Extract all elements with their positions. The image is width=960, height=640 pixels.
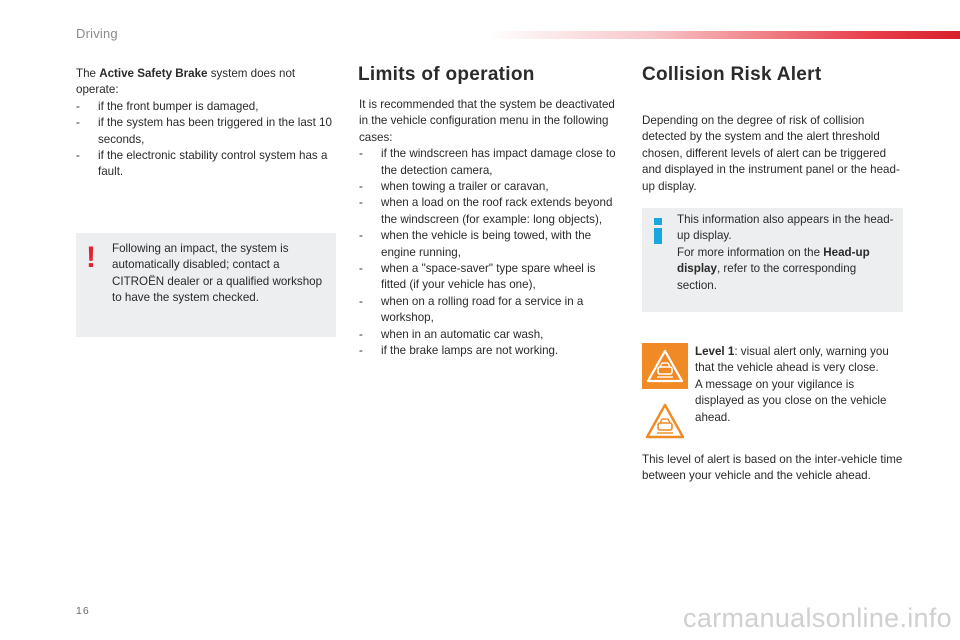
level-label: Level 1 (695, 345, 735, 358)
list-item: - when in an automatic car wash, (359, 327, 623, 343)
list-item: - if the system has been triggered in the last 10 seconds, (76, 115, 338, 148)
limits-section (359, 97, 623, 360)
list-item: - if the windscreen has impact damage close to the detection camera, (359, 146, 623, 179)
level-basis-text: This level of alert is based on the inter-vehicle time between your vehicle and the vehicle ahead. (642, 453, 903, 483)
header-accent-bar (488, 31, 960, 39)
info-text: This information also appears in the head-up display. For more information on the Head-up display, refer to the corresponding section. (677, 213, 894, 292)
section-header: Driving (76, 26, 118, 41)
list-item: - when the vehicle is being towed, with the engine running, (359, 228, 623, 261)
warning-text: Following an impact, the system is automatically disabled; contact a CITROËN dealer or a qualified workshop to have the system checked. (112, 242, 323, 305)
list-item: - if the brake lamps are not working. (359, 343, 623, 359)
collision-alert-icon (642, 343, 688, 389)
asb-term: Active Safety Brake (99, 67, 208, 80)
level-1-description: Level 1: visual alert only, warning you that the vehicle ahead is very close. A message on your vigilance is displayed as you close on the vehicle ahead. (695, 345, 889, 424)
list-item: - when a "space-saver" type spare wheel is fitted (if your vehicle has one), (359, 261, 623, 294)
limits-heading: Limits of operation (358, 64, 535, 85)
limits-bullet-list (359, 146, 623, 359)
list-item: - when a load on the roof rack extends beyond the windscreen (for example: long objects), (359, 195, 623, 228)
list-item: - if the electronic stability control system has a fault. (76, 148, 338, 181)
list-item: - when towing a trailer or caravan, (359, 179, 623, 195)
list-item: - when on a rolling road for a service in a workshop, (359, 294, 623, 327)
list-item: - if the front bumper is damaged, (76, 99, 338, 115)
info-box (642, 208, 903, 312)
collision-intro: Depending on the degree of risk of collision detected by the system and the alert threshold chosen, different levels of alert can be triggered and displayed in the instrument panel or the head-up display. (642, 114, 900, 193)
warning-box (76, 233, 336, 337)
asb-intro: The Active Safety Brake system does not operate: (76, 67, 296, 97)
warning-exclamation-icon: ! (86, 241, 96, 274)
limits-intro: It is recommended that the system be deactivated in the vehicle configuration menu in the following cases: (359, 98, 615, 144)
asb-limitations (76, 66, 338, 181)
collision-heading: Collision Risk Alert (642, 64, 822, 85)
page-number: 16 (76, 605, 90, 617)
collision-alert-icon (642, 398, 688, 444)
watermark: carmanualsonline.info (683, 603, 952, 633)
info-icon (650, 214, 666, 244)
asb-bullet-list (76, 99, 338, 181)
head-up-term: Head-up display (677, 245, 870, 276)
